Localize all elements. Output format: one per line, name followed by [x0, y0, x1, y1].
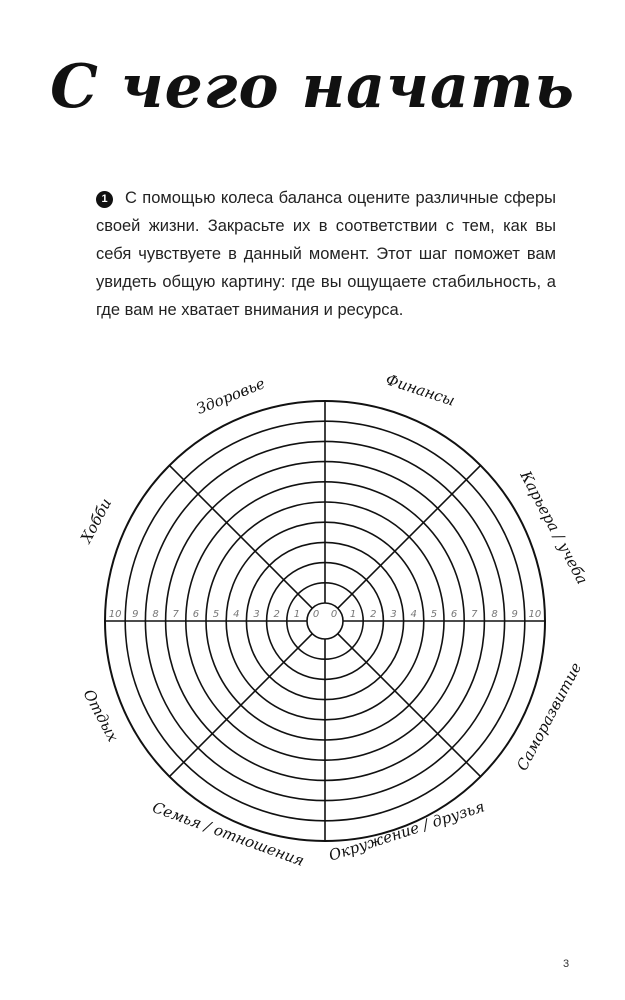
sector-label: Саморазвитие [513, 659, 586, 774]
scale-number: 8 [491, 609, 498, 620]
wheel-sector-labels [77, 370, 592, 869]
scale-number: 0 [312, 609, 320, 620]
scale-number: 6 [450, 609, 458, 620]
scale-number: 4 [233, 609, 240, 620]
sector-label: Окружение / друзья [326, 797, 487, 865]
sector-label: Отдых [79, 686, 123, 745]
scale-number: 1 [349, 609, 357, 620]
sector-label: Карьера / учеба [516, 467, 592, 588]
scale-number: 1 [293, 609, 301, 620]
page-number: 3 [562, 958, 570, 970]
scale-number: 5 [430, 609, 438, 620]
scale-number: 3 [253, 609, 260, 620]
wheel-spokes [105, 401, 545, 841]
scale-number: 2 [273, 609, 280, 620]
wheel-scale [109, 609, 542, 620]
scale-number: 2 [370, 609, 377, 620]
scale-number: 3 [390, 609, 397, 620]
scale-number: 7 [172, 609, 179, 620]
sector-label: Семья / отношения [149, 798, 307, 870]
scale-number: 6 [192, 609, 200, 620]
scale-number: 4 [410, 609, 417, 620]
sector-label: Здоровье [193, 374, 268, 418]
step-number-badge: 1 [96, 191, 113, 208]
scale-number: 9 [132, 609, 139, 620]
sector-label: Финансы [383, 370, 458, 410]
scale-number: 9 [511, 609, 518, 620]
step-text: С помощью колеса баланса оцените различные сферы своей жизни. Закрасьте их в соответствии с тем, как вы себя чувствуете в данный момент. Этот шаг поможет вам увидеть общую картину: где вы ощущаете стабильность, а где вам не хватает внимания и ресурса. [96, 189, 556, 319]
scale-number: 7 [471, 609, 478, 620]
sector-label: Хобби [76, 495, 116, 546]
scale-number: 10 [528, 609, 542, 620]
scale-number: 8 [152, 609, 159, 620]
scale-number: 0 [330, 609, 338, 620]
page-title: С чего начать [50, 52, 575, 122]
scale-number: 5 [212, 609, 220, 620]
scale-number: 10 [108, 609, 122, 620]
